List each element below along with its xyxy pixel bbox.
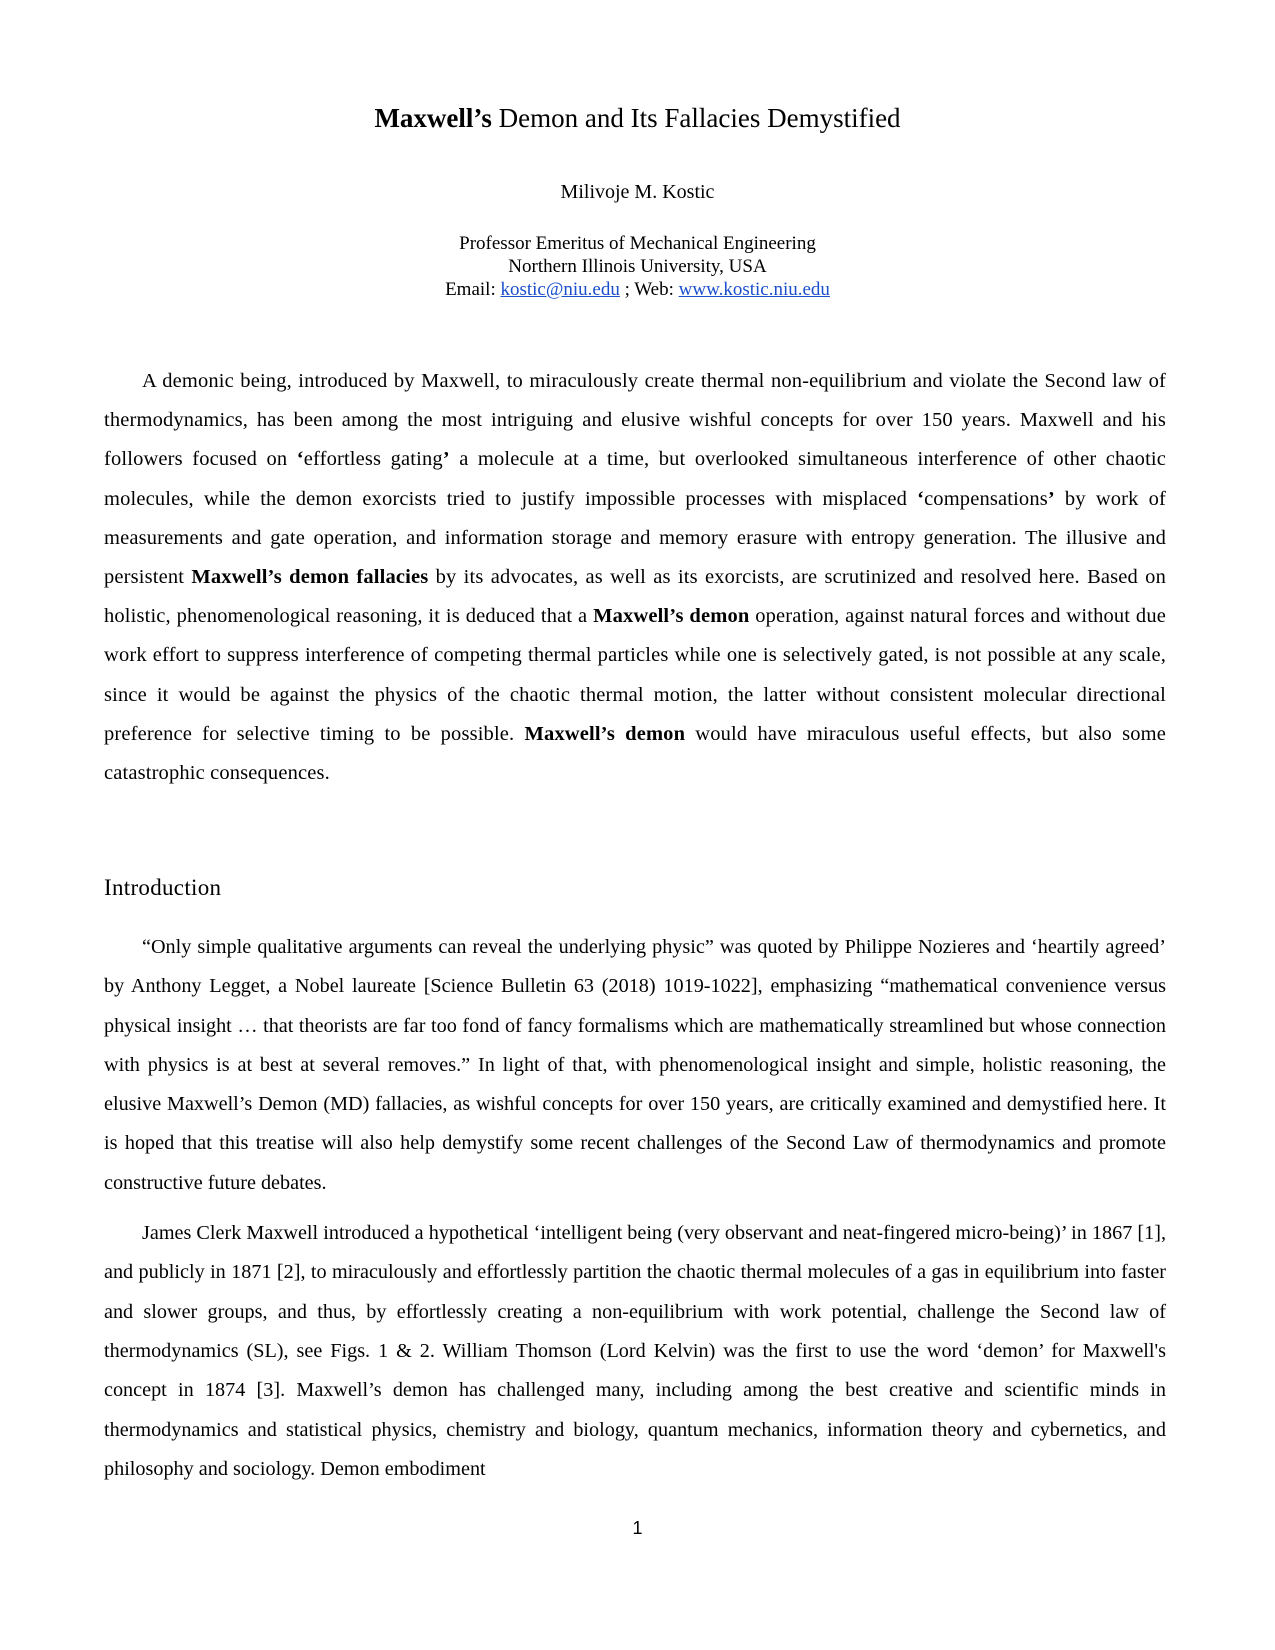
abstract-text: compensations xyxy=(924,487,1048,510)
abstract-text: A demonic being, introduced by Maxwell, to miraculously create thermal non-equilibrium and violate the Second law of thermodynamics, has been among the most intriguing and elusive wishful concepts for over 150 years. Maxwell and his followers focused on xyxy=(104,370,1166,471)
email-link[interactable]: kostic@niu.edu xyxy=(500,279,620,300)
abstract-text: operation, against natural forces and without due work effort to suppress interference of competing thermal particles while one is selectively gated, is not possible at any scale, since it would be against the physics of the chaotic thermal motion, the latter without consistent molecular directional preference for selective timing to be possible. xyxy=(104,605,1166,745)
abstract-bold-term: Maxwell’s demon xyxy=(593,605,750,628)
abstract-bold-quote: ‘ xyxy=(296,448,304,471)
title-bold-part: Maxwell’s xyxy=(374,103,492,133)
abstract-text: would have miraculous useful effects, but also some catastrophic consequences. xyxy=(104,722,1166,785)
abstract-text: by work of measurements and gate operation, and information storage and memory erasure with entropy generation. The illusive and persistent xyxy=(104,487,1167,589)
abstract xyxy=(104,362,1166,793)
title-rest: Demon and Its Fallacies Demystified xyxy=(491,103,901,133)
email-label: Email: xyxy=(445,279,501,300)
abstract-bold-quote: ’ xyxy=(1047,487,1055,510)
abstract-bold-quote: ’ xyxy=(442,448,450,471)
abstract-text: a molecule at a time, but overlooked simultaneous interference of other chaotic molecules, while the demon exorcists tried to justify impossible processes with misplaced xyxy=(104,448,1167,510)
abstract-bold-quote: ‘ xyxy=(917,487,925,510)
web-link[interactable]: www.kostic.niu.edu xyxy=(678,279,830,300)
affiliation-title: Professor Emeritus of Mechanical Engineering xyxy=(459,233,816,254)
author-name: Milivoje M. Kostic xyxy=(560,181,715,203)
contact-line xyxy=(0,278,1275,301)
body-text xyxy=(104,928,1166,1489)
web-label: ; Web: xyxy=(619,279,679,300)
abstract-text: by its advocates, as well as its exorcists, are scrutinized and resolved here. Based on holistic, phenomenological reasoning, it is deduced that a xyxy=(104,566,1166,628)
abstract-bold-term: Maxwell’s demon fallacies xyxy=(191,566,429,589)
abstract-bold-term: Maxwell’s demon xyxy=(524,722,686,745)
affiliation-block xyxy=(0,232,1275,301)
affiliation-university: Northern Illinois University, USA xyxy=(508,256,767,277)
page-number: 1 xyxy=(632,1518,643,1538)
section-heading: Introduction xyxy=(104,875,222,900)
body-paragraph: “Only simple qualitative arguments can reveal the underlying physic” was quoted by Philippe Nozieres and ‘heartily agreed’ by Anthony Legget, a Nobel laureate [Science Bulletin 63 (2018) 1019-1022], emphasizing “mathematical convenience versus physical insight … that theorists are far too fond of fancy formalisms which are mathematically streamlined but whose connection with physics is at best at several removes.” In light of that, with phenomenological insight and simple, holistic reasoning, the elusive Maxwell’s Demon (MD) fallacies, as wishful concepts for over 150 years, are critically examined and demystified here. It is hoped that this treatise will also help demystify some recent challenges of the Second Law of thermodynamics and promote constructive future debates. xyxy=(104,936,1166,1194)
abstract-text: effortless gating xyxy=(303,448,443,471)
body-paragraph: James Clerk Maxwell introduced a hypothetical ‘intelligent being (very observant and neat-fingered micro-being)’ in 1867 [1], and publicly in 1871 [2], to miraculously and effortlessly partition the chaotic thermal molecules of a gas in equilibrium into faster and slower groups, and thus, by effortlessly creating a non-equilibrium with work potential, challenge the Second law of thermodynamics (SL), see Figs. 1 & 2. William Thomson (Lord Kelvin) was the first to use the word ‘demon’ for Maxwell's concept in 1874 [3]. Maxwell’s demon has challenged many, including among the best creative and scientific minds in thermodynamics and statistical physics, chemistry and biology, quantum mechanics, information theory and cybernetics, and philosophy and sociology. Demon embodiment xyxy=(104,1222,1166,1480)
abstract-paragraph xyxy=(104,362,1166,793)
paper-title xyxy=(0,102,1275,134)
